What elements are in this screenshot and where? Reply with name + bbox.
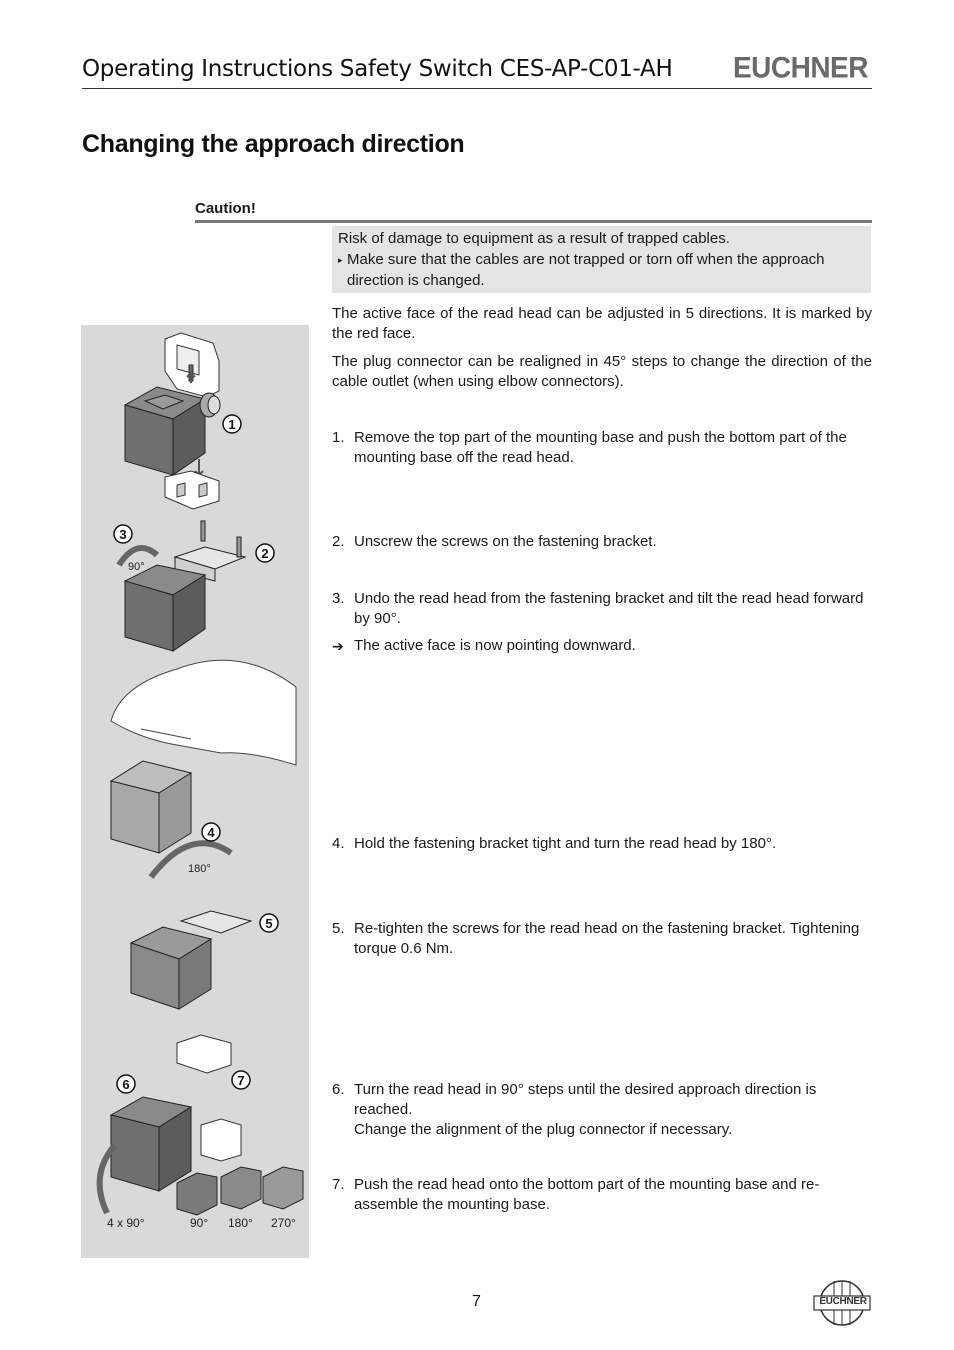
caution-text: Risk of damage to equipment as a result of trapped cables. bbox=[338, 230, 730, 247]
step-item bbox=[332, 919, 872, 959]
caution-box bbox=[332, 226, 871, 293]
step-text: Remove the top part of the mounting base and push the bottom part of the mounting base off the read head. bbox=[354, 429, 847, 466]
caution-divider bbox=[195, 220, 872, 223]
caution-bullet bbox=[338, 249, 865, 291]
callout-label: 6 bbox=[122, 1077, 130, 1092]
step-item bbox=[332, 834, 872, 854]
step-text: Undo the read head from the fastening bracket and tilt the read head forward by 90°. bbox=[354, 590, 864, 627]
step-text: Push the read head onto the bottom part of the mounting base and re-assemble the mounting base. bbox=[354, 1176, 820, 1213]
callout-label: 5 bbox=[265, 916, 273, 931]
read-head-cube bbox=[111, 1097, 191, 1191]
step-number: 4. bbox=[332, 835, 345, 852]
step-item bbox=[332, 428, 872, 468]
result-text: The active face is now pointing downward. bbox=[354, 637, 636, 654]
read-head-cube bbox=[111, 761, 191, 853]
euchner-logo: EUCHNER bbox=[733, 51, 868, 84]
position-label: 180° bbox=[228, 1216, 253, 1230]
step-item bbox=[332, 1175, 872, 1215]
plug-connector bbox=[200, 393, 220, 417]
step-number: 6. bbox=[332, 1081, 345, 1098]
step-number: 1. bbox=[332, 429, 345, 446]
intro-paragraph: The plug connector can be realigned in 45° steps to change the direction of the cable outlet (when using elbow connectors). bbox=[332, 353, 872, 390]
step-result bbox=[332, 636, 872, 656]
callout-label: 1 bbox=[228, 417, 236, 432]
mounting-base-top-part bbox=[177, 1035, 231, 1073]
mounting-base-bottom-part bbox=[165, 471, 219, 509]
page-number: 7 bbox=[472, 1293, 481, 1310]
caution-bullet-text: Make sure that the cables are not trapped or torn off when the approach direction is changed. bbox=[347, 251, 825, 289]
mounting-base-bottom-part bbox=[201, 1119, 241, 1161]
angle-label: 90° bbox=[128, 561, 145, 573]
step-number: 7. bbox=[332, 1176, 345, 1193]
caution-label: Caution! bbox=[195, 200, 256, 217]
figure-illustration bbox=[81, 325, 309, 1258]
read-head-cube bbox=[125, 387, 205, 475]
position-label: 270° bbox=[271, 1216, 296, 1230]
step-text: Hold the fastening bracket tight and turn the read head by 180°. bbox=[354, 835, 777, 852]
read-head-cube bbox=[131, 927, 211, 1009]
bullet-triangle-icon: ▸ bbox=[338, 255, 343, 265]
mounting-base-top-part bbox=[165, 333, 219, 397]
result-arrow-icon: ➔ bbox=[332, 638, 344, 654]
read-head-cube bbox=[125, 565, 205, 651]
step-number: 3. bbox=[332, 590, 345, 607]
position-label: 90° bbox=[190, 1216, 209, 1230]
callout-label: 3 bbox=[119, 527, 127, 542]
rotation-steps-label: 4 x 90° bbox=[107, 1216, 145, 1230]
instruction-figure bbox=[81, 325, 309, 1258]
hand-illustration bbox=[111, 660, 296, 765]
angle-label: 180° bbox=[188, 863, 211, 875]
step-number: 2. bbox=[332, 533, 345, 550]
header-divider bbox=[82, 88, 872, 89]
callout-label: 4 bbox=[207, 825, 215, 840]
intro-paragraph: The active face of the read head can be adjusted in 5 directions. It is marked by the red face. bbox=[332, 305, 872, 342]
callout-label: 2 bbox=[261, 546, 269, 561]
step-item bbox=[332, 532, 872, 552]
step-text: Unscrew the screws on the fastening bracket. bbox=[354, 533, 657, 550]
small-read-head-positions bbox=[177, 1167, 303, 1215]
step-text: Re-tighten the screws for the read head on the fastening bracket. Tightening torque 0.6 Nm. bbox=[354, 920, 860, 957]
section-title: Changing the approach direction bbox=[82, 130, 465, 158]
step-text: Turn the read head in 90° steps until the desired approach direction is reached. Change the alignment of the plug connector if necessary. bbox=[354, 1081, 817, 1138]
callout-label: 7 bbox=[237, 1073, 245, 1088]
step-number: 5. bbox=[332, 920, 345, 937]
document-title: Operating Instructions Safety Switch CES-AP-C01-AH bbox=[82, 56, 673, 82]
footer-logo-text: EUCHNER bbox=[819, 1296, 867, 1307]
fastening-bracket bbox=[181, 911, 251, 933]
step-item bbox=[332, 589, 872, 629]
step-item bbox=[332, 1080, 872, 1140]
